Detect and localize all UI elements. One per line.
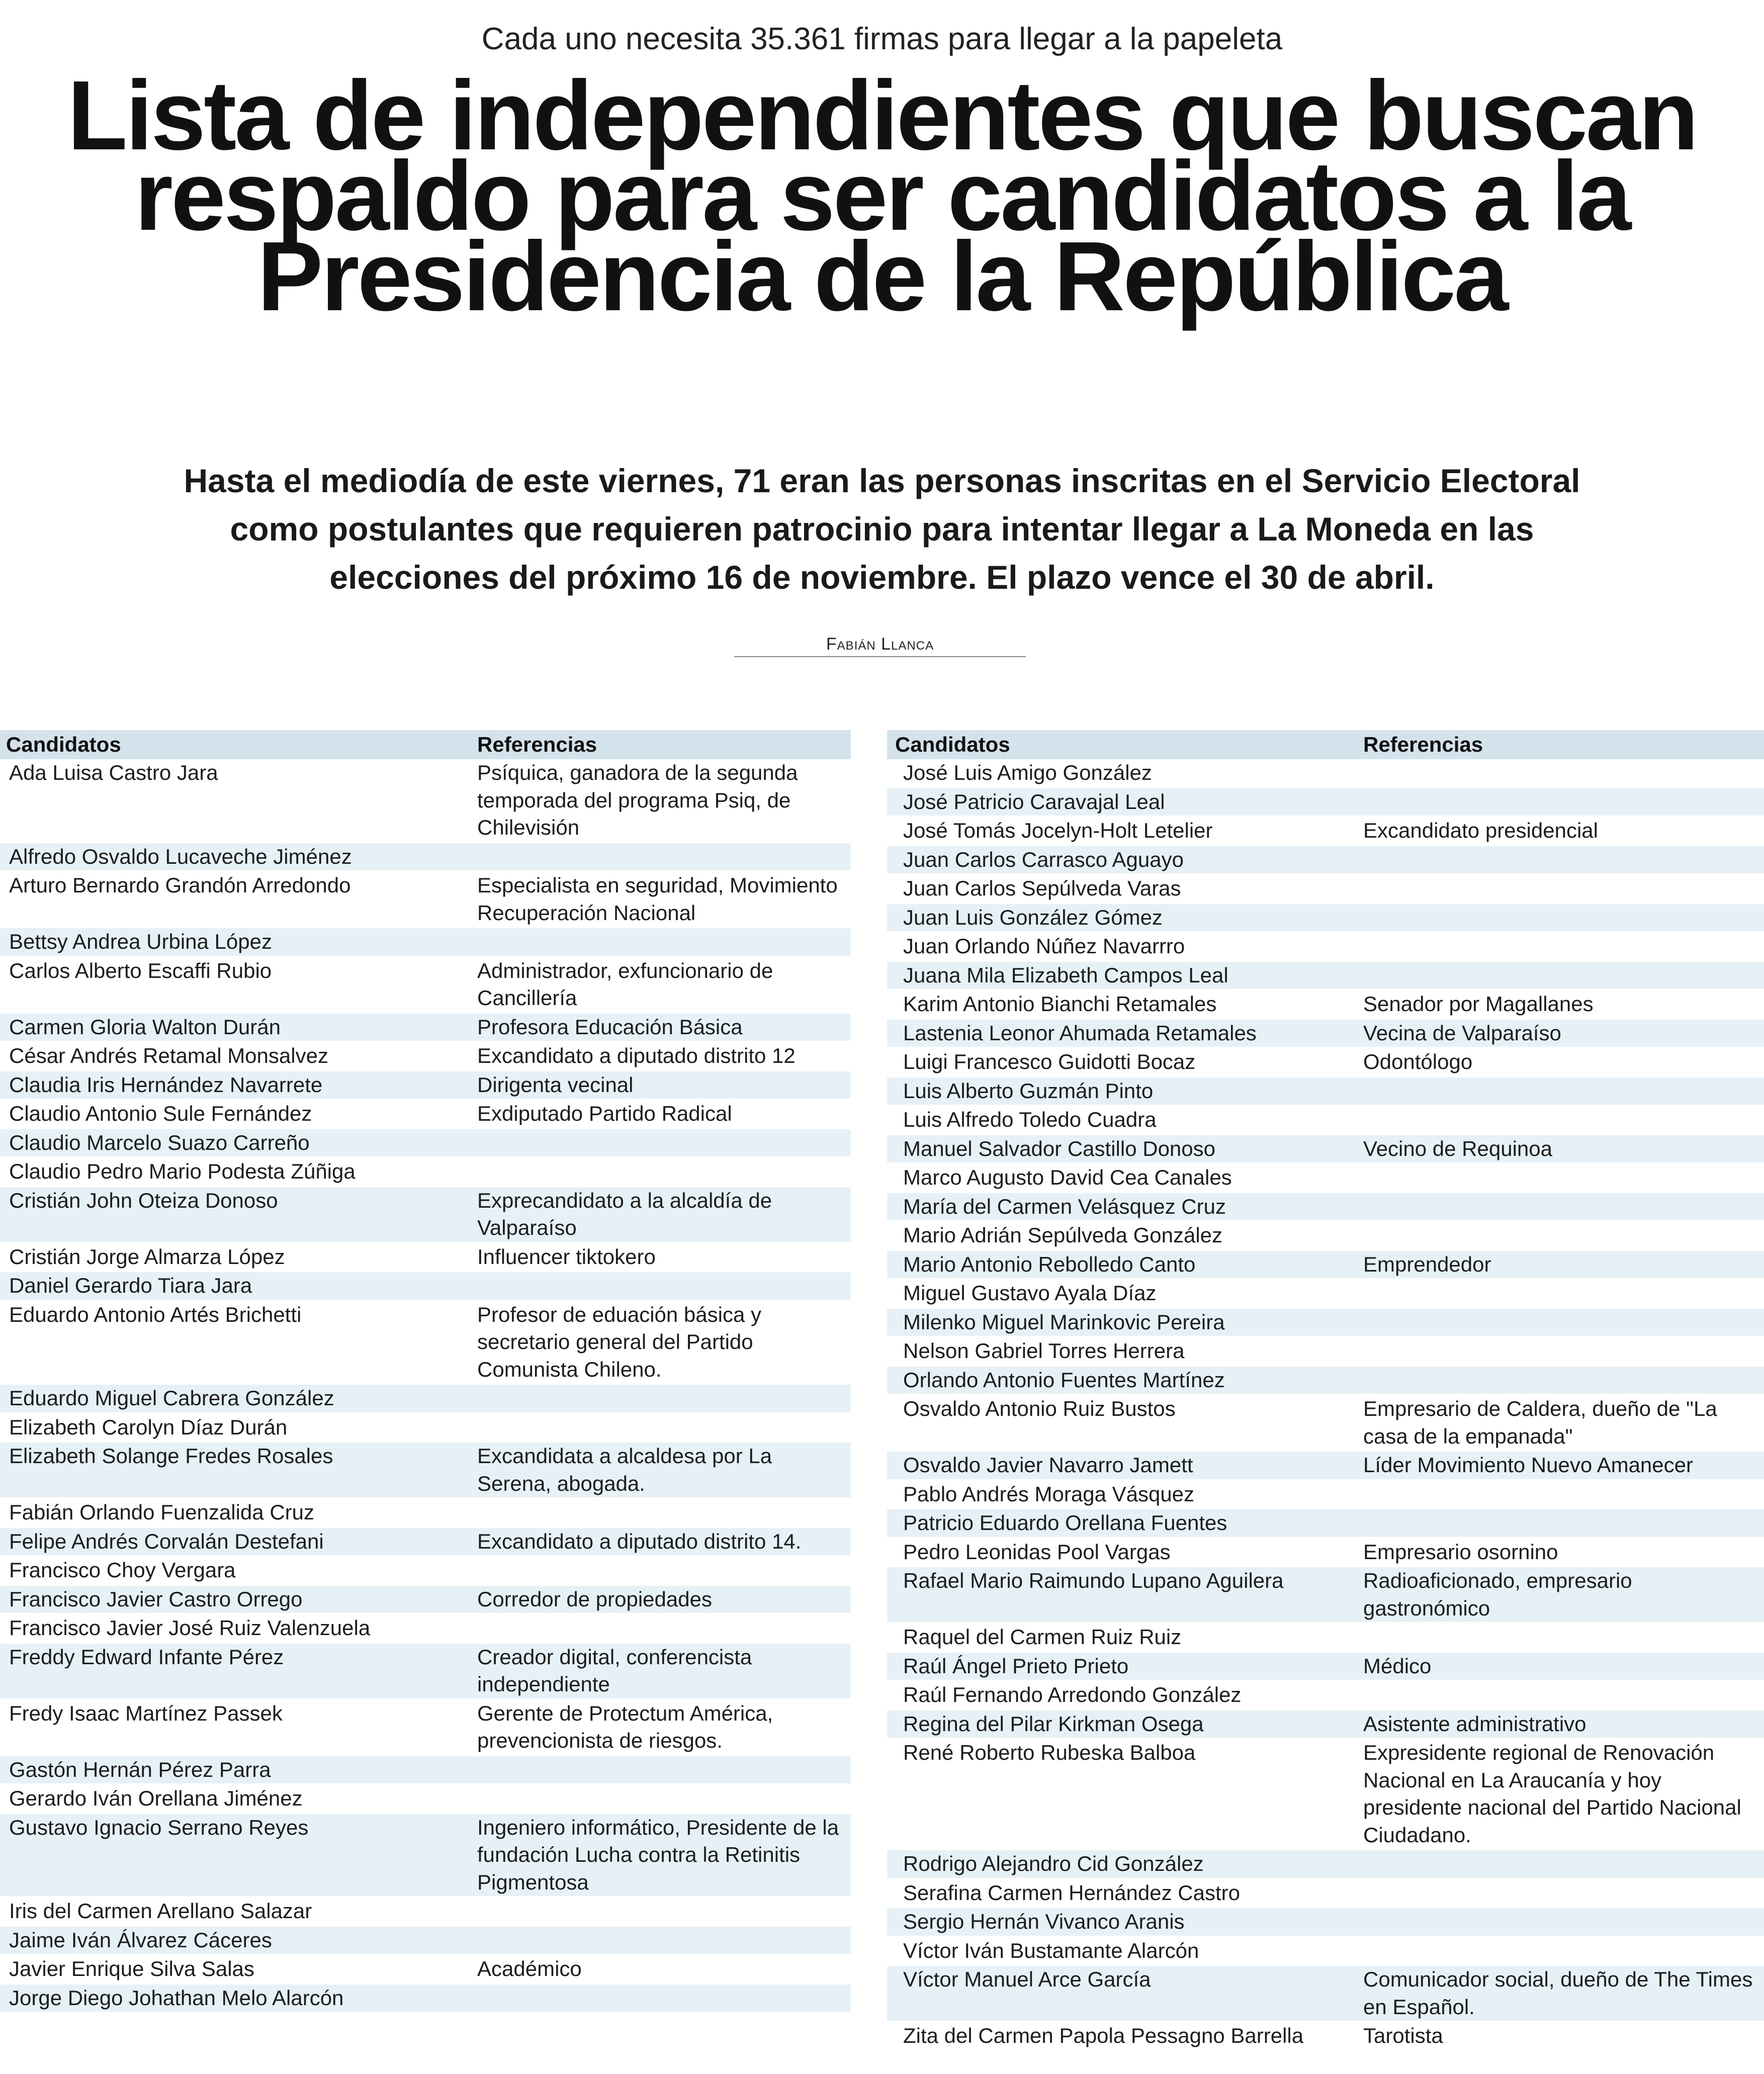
candidate-name: Mario Adrián Sepúlveda González <box>903 1223 1223 1247</box>
table-row <box>0 1756 851 1785</box>
candidate-reference <box>470 1756 851 1784</box>
candidate-reference <box>1357 1106 1764 1134</box>
table-row <box>887 990 1764 1020</box>
candidate-name: Claudio Antonio Sule Fernández <box>9 1102 312 1125</box>
candidate-reference <box>470 1272 851 1300</box>
table-row <box>0 1187 851 1243</box>
candidate-name: Eduardo Miguel Cabrera González <box>9 1386 334 1410</box>
candidate-reference: Exprecandidato a la alcaldía de Valparaíso <box>477 1188 772 1239</box>
candidate-name: Regina del Pilar Kirkman Osega <box>903 1711 1204 1736</box>
candidate-reference: Ingeniero informático, Presidente de la fundación Lucha contra la Retinitis Pigmentosa <box>477 1815 839 1894</box>
table-row <box>887 962 1764 991</box>
table-row <box>0 1414 851 1443</box>
candidate-reference: Líder Movimiento Nuevo Amanecer <box>1363 1453 1693 1477</box>
table-row <box>887 1624 1764 1653</box>
candidate-name: Claudio Pedro Mario Podesta Zúñiga <box>9 1159 356 1183</box>
candidate-name: Elizabeth Carolyn Díaz Durán <box>9 1415 288 1439</box>
byline: Fabián Llanca <box>734 635 1026 657</box>
candidate-name: Fabián Orlando Fuenzalida Cruz <box>9 1500 314 1524</box>
candidate-name: Raquel del Carmen Ruiz Ruiz <box>903 1625 1182 1649</box>
candidate-name: Marco Augusto David Cea Canales <box>903 1165 1232 1189</box>
candidate-name: María del Carmen Velásquez Cruz <box>903 1194 1226 1218</box>
candidate-name: Felipe Andrés Corvalán Destefani <box>9 1529 324 1553</box>
candidate-name: Osvaldo Javier Navarro Jamett <box>903 1453 1193 1477</box>
table-row <box>0 1014 851 1043</box>
candidate-reference <box>470 1385 851 1412</box>
candidate-name: Juan Carlos Sepúlveda Varas <box>903 876 1181 900</box>
candidate-reference: Gerente de Protectum América, prevencionista de riesgos. <box>477 1701 773 1752</box>
candidate-name: Alfredo Osvaldo Lucaveche Jiménez <box>9 844 352 868</box>
table-row <box>887 1077 1764 1107</box>
table-row <box>887 2022 1764 2051</box>
candidate-reference <box>1357 1193 1764 1221</box>
candidate-name: Cristián John Oteiza Donoso <box>9 1188 278 1212</box>
candidate-reference <box>1357 1481 1764 1508</box>
candidate-reference <box>1357 1337 1764 1365</box>
candidate-name: Freddy Edward Infante Pérez <box>9 1645 284 1669</box>
candidate-reference: Empresario de Caldera, dueño de "La casa de la empanada" <box>1363 1397 1717 1448</box>
candidate-reference <box>470 1614 851 1642</box>
candidate-name: Claudio Marcelo Suazo Carreño <box>9 1130 310 1154</box>
candidate-reference: Vecina de Valparaíso <box>1363 1021 1561 1045</box>
table-row <box>0 1385 851 1414</box>
table-header <box>0 730 851 759</box>
candidate-reference: Médico <box>1363 1654 1432 1678</box>
candidate-name: Pablo Andrés Moraga Vásquez <box>903 1482 1195 1506</box>
table-row <box>887 846 1764 875</box>
table-row <box>887 1048 1764 1077</box>
candidate-reference <box>1357 1222 1764 1249</box>
candidate-reference: Senador por Magallanes <box>1363 992 1594 1016</box>
candidate-reference: Exdiputado Partido Radical <box>477 1102 732 1125</box>
candidate-name: Karim Antonio Bianchi Retamales <box>903 992 1217 1016</box>
candidate-reference <box>470 1499 851 1526</box>
table-row <box>0 1644 851 1700</box>
candidate-name: Carlos Alberto Escaffi Rubio <box>9 958 272 982</box>
candidate-reference: Especialista en seguridad, Movimiento Recuperación Nacional <box>477 873 838 925</box>
column-header-references: Referencias <box>1363 733 1483 756</box>
candidate-reference <box>1357 1509 1764 1537</box>
candidate-name: Sergio Hernán Vivanco Aranis <box>903 1910 1185 1933</box>
table-header <box>887 730 1764 759</box>
candidate-reference: Excandidato a diputado distrito 12 <box>477 1044 796 1067</box>
candidate-name: René Roberto Rubeska Balboa <box>903 1741 1196 1764</box>
candidate-reference: Administrador, exfuncionario de Cancillería <box>477 958 773 1010</box>
table-row <box>887 875 1764 904</box>
table-row <box>887 1135 1764 1164</box>
table-row <box>0 1272 851 1301</box>
table-row <box>0 759 851 843</box>
candidate-reference <box>1357 875 1764 903</box>
candidate-name: Orlando Antonio Fuentes Martínez <box>903 1368 1225 1392</box>
table-row <box>0 957 851 1014</box>
candidate-name: Juan Carlos Carrasco Aguayo <box>903 847 1184 871</box>
candidate-reference: Excandidato a diputado distrito 14. <box>477 1529 802 1553</box>
candidate-name: César Andrés Retamal Monsalvez <box>9 1044 328 1067</box>
table-row <box>887 1452 1764 1481</box>
candidate-reference: Comunicador social, dueño de The Times en Español. <box>1363 1967 1753 2019</box>
table-row <box>0 872 851 928</box>
table-row <box>887 1395 1764 1452</box>
candidate-name: Elizabeth Solange Fredes Rosales <box>9 1444 333 1468</box>
candidate-name: Serafina Carmen Hernández Castro <box>903 1880 1240 1905</box>
table-row <box>887 1280 1764 1309</box>
candidate-reference: Radioaficionado, empresario gastronómico <box>1363 1569 1632 1620</box>
candidate-name: Rafael Mario Raimundo Lupano Aguilera <box>903 1569 1284 1592</box>
candidate-name: Gerardo Iván Orellana Jiménez <box>9 1786 303 1810</box>
candidate-reference <box>470 843 851 871</box>
candidate-name: Víctor Manuel Arce García <box>903 1967 1151 1991</box>
table-row <box>887 1193 1764 1222</box>
table-row <box>887 1908 1764 1937</box>
table-row <box>887 904 1764 933</box>
table-row <box>887 788 1764 818</box>
candidate-reference: Emprendedor <box>1363 1252 1491 1276</box>
candidate-reference <box>1357 788 1764 816</box>
table-row <box>0 1442 851 1499</box>
candidate-reference: Expresidente regional de Renovación Nacional en La Araucanía y hoy presidente nacional del Partido Nacional Ciudadano. <box>1363 1741 1741 1847</box>
candidate-reference: Académico <box>477 1957 582 1980</box>
candidate-name: Cristián Jorge Almarza López <box>9 1244 285 1269</box>
table-row <box>887 1739 1764 1850</box>
table-row <box>887 1653 1764 1682</box>
candidate-name: Francisco Javier Castro Orrego <box>9 1587 303 1611</box>
candidate-reference <box>1357 1879 1764 1907</box>
candidate-name: Gastón Hernán Pérez Parra <box>9 1757 271 1781</box>
candidate-reference <box>470 1158 851 1186</box>
column-header-candidates: Candidatos <box>6 733 121 756</box>
candidate-name: Claudia Iris Hernández Navarrete <box>9 1072 323 1097</box>
table-row <box>0 1100 851 1129</box>
candidate-reference <box>470 1985 851 2012</box>
column-header-candidates: Candidatos <box>895 733 1010 756</box>
table-row <box>0 928 851 957</box>
candidate-name: Víctor Iván Bustamante Alarcón <box>903 1938 1199 1962</box>
table-row <box>0 1071 851 1101</box>
candidate-name: Nelson Gabriel Torres Herrera <box>903 1339 1185 1363</box>
candidate-name: Raúl Fernando Arredondo González <box>903 1683 1242 1706</box>
candidate-reference <box>1357 759 1764 787</box>
candidate-name: Luis Alfredo Toledo Cuadra <box>903 1108 1157 1131</box>
table-row <box>0 1042 851 1071</box>
candidate-name: Francisco Choy Vergara <box>9 1558 236 1582</box>
table-row <box>0 1557 851 1586</box>
table-row <box>887 1509 1764 1539</box>
candidate-name: José Patricio Caravajal Leal <box>903 789 1165 814</box>
table-row <box>887 1106 1764 1135</box>
candidate-name: Lastenia Leonor Ahumada Retamales <box>903 1021 1257 1045</box>
table-row <box>887 1251 1764 1280</box>
table-row <box>887 817 1764 846</box>
candidate-name: Jorge Diego Johathan Melo Alarcón <box>9 1986 344 2010</box>
table-row <box>0 843 851 872</box>
candidate-reference <box>1357 1850 1764 1878</box>
candidate-reference <box>470 928 851 956</box>
table-row <box>887 1539 1764 1568</box>
candidate-name: Juana Mila Elizabeth Campos Leal <box>903 963 1228 987</box>
candidate-name: Carmen Gloria Walton Durán <box>9 1015 281 1039</box>
table-body <box>0 759 851 2013</box>
table-row <box>887 1481 1764 1510</box>
candidate-reference <box>1357 1624 1764 1651</box>
table-row <box>0 1129 851 1158</box>
candidate-reference: Asistente administrativo <box>1363 1711 1586 1736</box>
candidates-table-right <box>887 730 1764 2051</box>
candidate-reference <box>470 1129 851 1157</box>
table-row <box>0 1301 851 1385</box>
table-row <box>887 1879 1764 1909</box>
candidate-name: Mario Antonio Rebolledo Canto <box>903 1252 1196 1276</box>
candidate-name: Pedro Leonidas Pool Vargas <box>903 1540 1171 1564</box>
table-row <box>0 1499 851 1528</box>
candidate-reference: Vecino de Requinoa <box>1363 1136 1552 1160</box>
candidate-reference <box>1357 1908 1764 1936</box>
table-row <box>0 1985 851 2014</box>
candidate-name: José Tomás Jocelyn-Holt Letelier <box>903 819 1213 842</box>
candidate-name: Patricio Eduardo Orellana Fuentes <box>903 1511 1227 1535</box>
candidate-reference <box>1357 1937 1764 1965</box>
table-row <box>887 1164 1764 1193</box>
column-header-references: Referencias <box>477 733 597 756</box>
table-row <box>0 1700 851 1756</box>
candidate-reference: Excandidato presidencial <box>1363 819 1598 842</box>
table-row <box>0 1955 851 1985</box>
table-row <box>0 1528 851 1557</box>
candidate-reference: Dirigenta vecinal <box>477 1072 634 1097</box>
candidate-name: Iris del Carmen Arellano Salazar <box>9 1899 312 1923</box>
table-row <box>0 1243 851 1273</box>
candidates-table-left <box>0 730 851 2013</box>
candidate-name: Manuel Salvador Castillo Donoso <box>903 1136 1215 1160</box>
candidate-reference <box>1357 933 1764 960</box>
table-row <box>0 1898 851 1927</box>
kicker: Cada uno necesita 35.361 firmas para llegar a la papeleta <box>481 22 1283 56</box>
candidate-reference <box>1357 1280 1764 1307</box>
table-row <box>0 1785 851 1814</box>
table-row <box>887 759 1764 788</box>
candidate-name: Fredy Isaac Martínez Passek <box>9 1701 283 1725</box>
candidate-reference <box>1357 846 1764 874</box>
table-row <box>887 1681 1764 1710</box>
candidate-name: Gustavo Ignacio Serrano Reyes <box>9 1815 309 1839</box>
table-row <box>887 1020 1764 1049</box>
candidate-reference: Profesor de eduación básica y secretario general del Partido Comunista Chileno. <box>477 1302 762 1381</box>
candidate-reference <box>1357 1681 1764 1709</box>
candidate-name: Juan Luis González Gómez <box>903 905 1163 929</box>
candidate-reference <box>470 1414 851 1441</box>
table-row <box>887 1337 1764 1367</box>
candidate-reference <box>470 1898 851 1925</box>
lede: Hasta el mediodía de este viernes, 71 eran las personas inscritas en el Servicio Electoral como postulantes que requieren patrocinio para intentar llegar a La Moneda en las elecciones del próximo 16 de noviembre. El plazo vence el 30 de abril. <box>184 462 1580 596</box>
candidate-reference <box>470 1927 851 1954</box>
headline <box>50 60 1714 331</box>
table-row <box>0 1814 851 1898</box>
table-row <box>887 1850 1764 1879</box>
candidate-name: Luigi Francesco Guidotti Bocaz <box>903 1050 1196 1073</box>
candidate-reference <box>1357 904 1764 932</box>
table-body <box>887 759 1764 2051</box>
candidate-name: Daniel Gerardo Tiara Jara <box>9 1274 252 1297</box>
table-row <box>887 933 1764 962</box>
table-row <box>0 1614 851 1644</box>
candidate-name: Ada Luisa Castro Jara <box>9 761 218 784</box>
table-row <box>887 1222 1764 1251</box>
table-row <box>887 1309 1764 1338</box>
candidate-name: Rodrigo Alejandro Cid González <box>903 1852 1204 1875</box>
headline-line-2: respaldo para ser candidatos a la <box>134 141 1630 251</box>
table-row <box>887 1937 1764 1966</box>
candidate-name: Milenko Miguel Marinkovic Pereira <box>903 1310 1225 1334</box>
candidate-reference <box>470 1557 851 1584</box>
candidate-name: Eduardo Antonio Artés Brichetti <box>9 1302 302 1326</box>
table-row <box>887 1567 1764 1624</box>
candidate-reference <box>470 1785 851 1813</box>
candidate-reference: Profesora Educación Básica <box>477 1015 743 1039</box>
candidate-reference <box>1357 1309 1764 1336</box>
candidate-reference: Psíquica, ganadora de la segunda temporada del programa Psiq, de Chilevisión <box>477 761 798 839</box>
table-row <box>887 1710 1764 1740</box>
candidate-name: Jaime Iván Álvarez Cáceres <box>9 1928 272 1952</box>
candidate-reference: Corredor de propiedades <box>477 1587 712 1611</box>
candidate-name: Bettsy Andrea Urbina López <box>9 930 272 953</box>
headline-line-1: Lista de independientes que buscan <box>67 60 1697 170</box>
candidate-name: Miguel Gustavo Ayala Díaz <box>903 1281 1157 1305</box>
candidate-reference: Creador digital, conferencista independiente <box>477 1645 752 1696</box>
candidate-reference <box>1357 962 1764 989</box>
headline-line-3: Presidencia de la República <box>257 221 1507 331</box>
table-row <box>887 1966 1764 2022</box>
table-row <box>0 1927 851 1956</box>
candidate-reference <box>1357 1367 1764 1394</box>
candidate-reference: Odontólogo <box>1363 1050 1473 1073</box>
candidate-reference: Empresario osornino <box>1363 1540 1558 1564</box>
candidate-name: Luis Alberto Guzmán Pinto <box>903 1078 1154 1103</box>
candidate-name: Zita del Carmen Papola Pessagno Barrella <box>903 2024 1304 2047</box>
candidate-reference: Tarotista <box>1363 2024 1443 2047</box>
table-row <box>0 1158 851 1187</box>
candidate-reference: Influencer tiktokero <box>477 1244 656 1269</box>
candidate-name: Arturo Bernardo Grandón Arredondo <box>9 873 351 897</box>
candidate-name: Javier Enrique Silva Salas <box>9 1957 254 1980</box>
candidate-name: Francisco Javier José Ruiz Valenzuela <box>9 1616 371 1640</box>
candidate-name: Osvaldo Antonio Ruiz Bustos <box>903 1397 1176 1420</box>
candidate-reference <box>1357 1164 1764 1192</box>
candidate-reference: Excandidata a alcaldesa por La Serena, abogada. <box>477 1444 772 1495</box>
table-row <box>887 1367 1764 1396</box>
table-row <box>0 1586 851 1615</box>
candidate-name: José Luis Amigo González <box>903 761 1152 784</box>
candidate-name: Raúl Ángel Prieto Prieto <box>903 1654 1129 1678</box>
candidate-name: Juan Orlando Núñez Navarrro <box>903 934 1185 958</box>
candidate-reference <box>1357 1077 1764 1105</box>
